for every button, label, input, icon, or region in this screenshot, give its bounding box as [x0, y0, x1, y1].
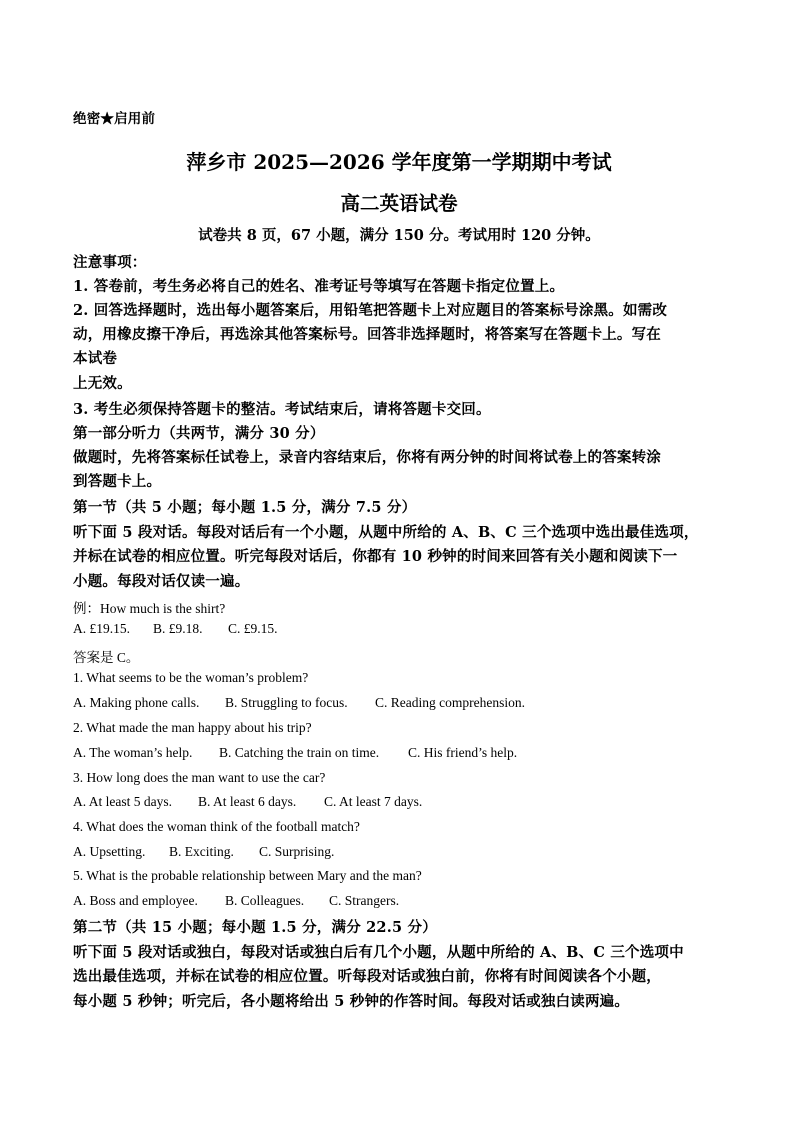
q4-option-b: B. Exciting.: [169, 844, 234, 859]
example-option-b: B. £9.18.: [153, 621, 203, 636]
note-2-line-1: 2. 回答选择题时，选出每小题答案后，用铅笔把答题卡上对应题目的答案标号涂黑。如需改: [73, 302, 668, 319]
part1-heading: 第一部分听力（共两节，满分 30 分）: [73, 425, 325, 442]
example-answer: 答案是 C。: [73, 650, 140, 665]
section1-heading: 第一节（共 5 小题；每小题 1.5 分，满分 7.5 分）: [73, 499, 417, 516]
note-3: 3. 考生必须保持答题卡的整洁。考试结束后，请将答题卡交回。: [73, 401, 491, 418]
confidential-label: 绝密★启用前: [73, 111, 156, 127]
q3-option-a: A. At least 5 days.: [73, 794, 172, 809]
section1-instruction-line-1: 听下面 5 段对话。每段对话后有一个小题，从题中所给的 A、B、C 三个选项中选出最佳选项，: [73, 524, 699, 541]
section2-instruction-line-3: 每小题 5 秒钟；听完后，各小题将给出 5 秒钟的作答时间。每段对话或独白读两遍。: [73, 993, 630, 1010]
q3-option-c: C. At least 7 days.: [324, 794, 423, 809]
section1-instruction-line-2: 并标在试卷的相应位置。听完每段对话后，你都有 10 秒钟的时间来回答有关小题和阅读下一: [73, 548, 678, 565]
note-1: 1. 答卷前，考生务必将自己的姓名、准考证号等填写在答题卡指定位置上。: [73, 278, 565, 295]
q2-option-a: A. The woman’s help.: [73, 745, 193, 760]
example-option-a: A. £19.15.: [73, 621, 130, 636]
q4-option-a: A. Upsetting.: [73, 844, 146, 859]
example-question: 例：How much is the shirt?: [73, 601, 226, 616]
q5-option-c: C. Strangers.: [329, 893, 400, 908]
question-4: 4. What does the woman think of the football match?: [73, 819, 360, 834]
exam-info: 试卷共 8 页，67 小题，满分 150 分。考试用时 120 分钟。: [198, 227, 600, 244]
example-options: [73, 621, 278, 637]
question-1-options: [73, 695, 525, 711]
example-option-c: C. £9.15.: [228, 621, 278, 636]
part1-instruction-line-2: 到答题卡上。: [73, 473, 162, 490]
q2-option-b: B. Catching the train on time.: [219, 745, 380, 760]
question-5-options: [73, 893, 399, 909]
question-2: 2. What made the man happy about his trip?: [73, 720, 312, 735]
q1-option-c: C. Reading comprehension.: [375, 695, 525, 710]
q5-option-a: A. Boss and employee.: [73, 893, 198, 908]
note-2-line-3: 本试卷: [73, 350, 118, 367]
q3-option-b: B. At least 6 days.: [198, 794, 297, 809]
section2-instruction-line-1: 听下面 5 段对话或独白，每段对话或独白后有几个小题，从题中所给的 A、B、C 三个选项中: [73, 944, 684, 961]
question-5: 5. What is the probable relationship between Mary and the man?: [73, 868, 422, 883]
part1-instruction-line-1: 做题时，先将答案标任试卷上，录音内容结束后，你将有两分钟的时间将试卷上的答案转涂: [73, 449, 661, 466]
note-2-line-4: 上无效。: [73, 375, 132, 392]
notes-heading: 注意事项：: [73, 254, 147, 271]
question-3: 3. How long does the man want to use the car?: [73, 770, 326, 785]
exam-subtitle: 高二英语试卷: [340, 192, 458, 215]
question-2-options: [73, 745, 517, 761]
exam-title: 萍乡市 2025—2026 学年度第一学期期中考试: [186, 150, 612, 174]
question-3-options: [73, 794, 422, 810]
q5-option-b: B. Colleagues.: [225, 893, 305, 908]
q2-option-c: C. His friend’s help.: [408, 745, 518, 760]
note-2-line-2: 动，用橡皮擦干净后，再选涂其他答案标号。回答非选择题时，将答案写在答题卡上。写在: [73, 326, 661, 343]
section1-instruction-line-3: 小题。每段对话仅读一遍。: [73, 573, 250, 590]
q1-option-b: B. Struggling to focus.: [225, 695, 348, 710]
question-1: 1. What seems to be the woman’s problem?: [73, 670, 309, 685]
question-4-options: [73, 844, 334, 860]
q1-option-a: A. Making phone calls.: [73, 695, 200, 710]
q4-option-c: C. Surprising.: [259, 844, 335, 859]
section2-instruction-line-2: 选出最佳选项，并标在试卷的相应位置。听每段对话或独白前，你将有时间阅读各个小题，: [73, 968, 661, 985]
section2-heading: 第二节（共 15 小题；每小题 1.5 分，满分 22.5 分）: [73, 919, 437, 936]
